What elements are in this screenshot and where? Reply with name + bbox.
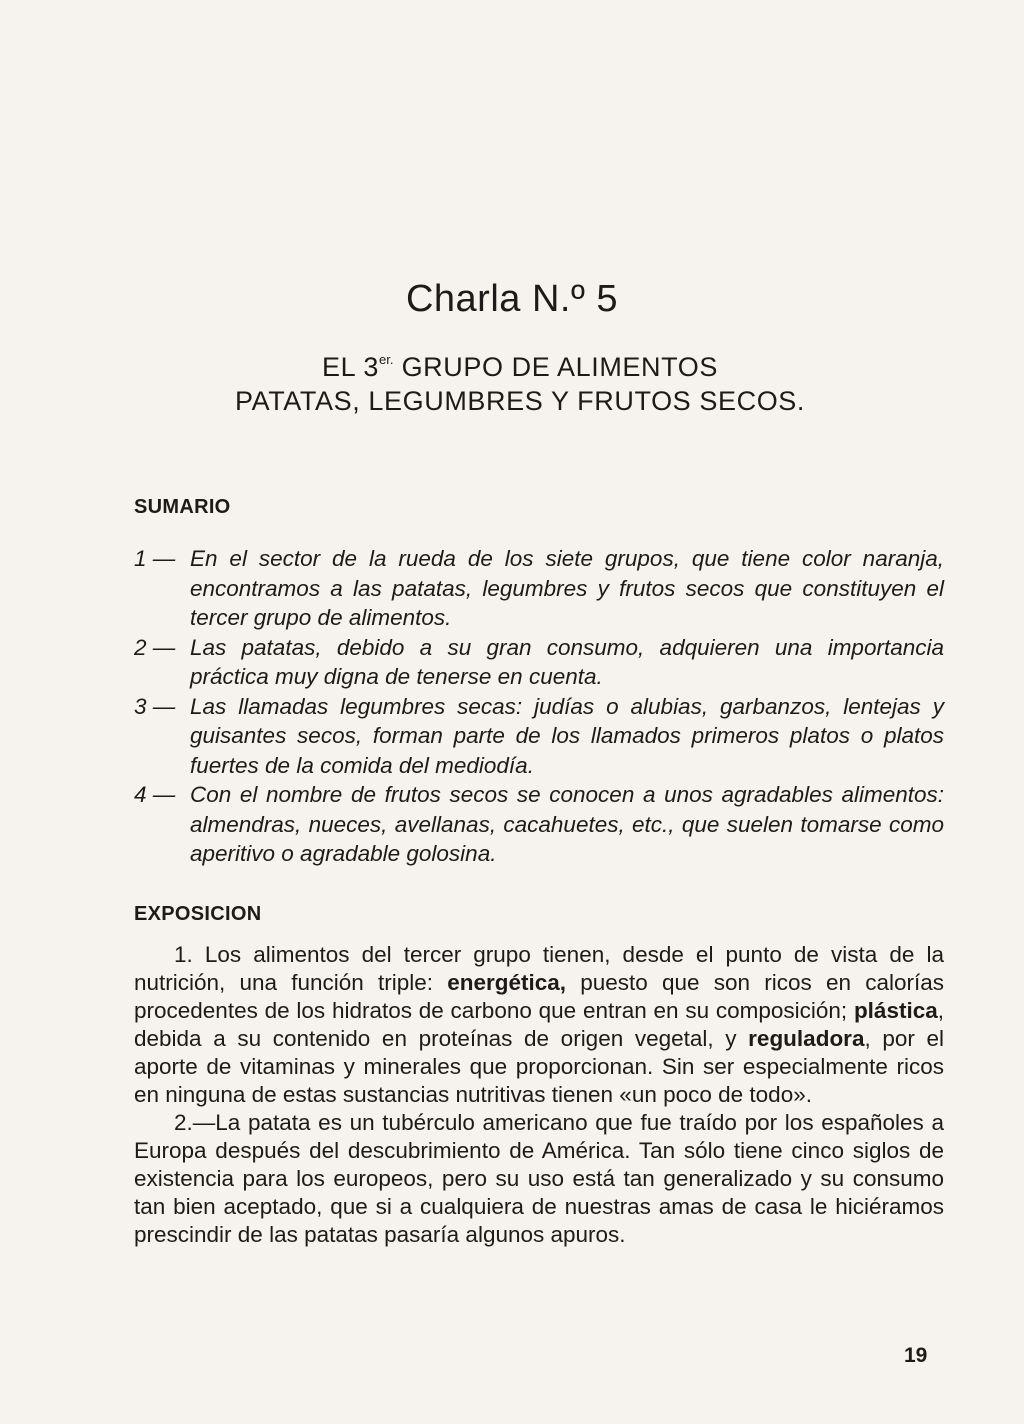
sumario-item xyxy=(134,780,944,869)
page-title: Charla N.º 5 xyxy=(405,278,619,320)
exposicion-heading: EXPOSICION xyxy=(134,903,262,925)
exposicion-paragraph-1 xyxy=(134,941,944,1109)
paragraph-text: puesto que son ricos en calorías procedentes de los hidratos de carbono que entran en su composición; xyxy=(134,970,944,1023)
bold-term-plastica: plástica xyxy=(853,998,938,1023)
paragraph-text: , debida a su contenido en proteínas de origen vegetal, y xyxy=(134,998,944,1051)
page-number: 19 xyxy=(904,1344,928,1367)
subtitle-line-1-prefix: EL 3 xyxy=(322,352,379,382)
subtitle-line-1-rest: GRUPO DE ALIMENTOS xyxy=(393,352,718,382)
paragraph-text: , por el aporte de vitaminas y minerales que proporcionan. Sin ser especialmente ricos en ninguna de estas sustancias nutritivas tienen «un poco de todo». xyxy=(134,1026,944,1107)
exposicion-paragraph-2: 2.—La patata es un tubérculo americano que fue traído por los españoles a Europa después del descubrimiento de América. Tan sólo tiene cinco siglos de existencia para los europeos, pero su uso está tan generalizado y su consumo tan bien aceptado, que si a cualquiera de nuestras amas de casa le hiciéramos prescindir de las patatas pasaría algunos apuros. xyxy=(134,1110,944,1247)
sumario-item-number: 1 — xyxy=(134,546,176,571)
subtitle-superscript: er. xyxy=(379,352,394,367)
sumario-item-number: 3 — xyxy=(134,693,176,719)
sumario-heading: SUMARIO xyxy=(134,496,231,518)
sumario-item-text: Con el nombre de frutos secos se conocen a unos agradables alimentos: almendras, nueces, avellanas, cacahuetes, etc., que suelen tomarse como aperitivo o agradable golosina. xyxy=(190,782,944,866)
exposicion-body xyxy=(134,941,944,1249)
sumario-item xyxy=(134,692,944,781)
bold-term-energetica: energética, xyxy=(447,970,567,995)
sumario-item xyxy=(134,633,944,692)
sumario-item-text: En el sector de la rueda de los siete grupos, que tiene color naranja, encontramos a las patatas, legumbres y frutos secos que constituyen el tercer grupo de alimentos. xyxy=(190,546,944,630)
subtitle-line-2: PATATAS, LEGUMBRES Y FRUTOS SECOS. xyxy=(234,386,806,416)
sumario-item-number: 2 — xyxy=(134,634,176,660)
sumario-item-text: Las patatas, debido a su gran consumo, adquieren una importancia práctica muy digna de tenerse en cuenta. xyxy=(190,634,944,689)
sumario-list xyxy=(134,544,944,869)
subtitle xyxy=(140,343,900,418)
subtitle-line-1 xyxy=(140,343,900,384)
sumario-item-text: Las llamadas legumbres secas: judías o alubias, garbanzos, lentejas y guisantes secos, forman parte de los llamados primeros platos o platos fuertes de la comida del mediodía. xyxy=(190,693,944,778)
bold-term-reguladora: reguladora xyxy=(748,1026,865,1051)
sumario-item-number: 4 — xyxy=(134,782,176,807)
paragraph-text: 1. Los alimentos del tercer grupo tienen, desde el punto de vista de la nutrición, una función triple: xyxy=(134,942,944,995)
sumario-item xyxy=(134,544,944,633)
